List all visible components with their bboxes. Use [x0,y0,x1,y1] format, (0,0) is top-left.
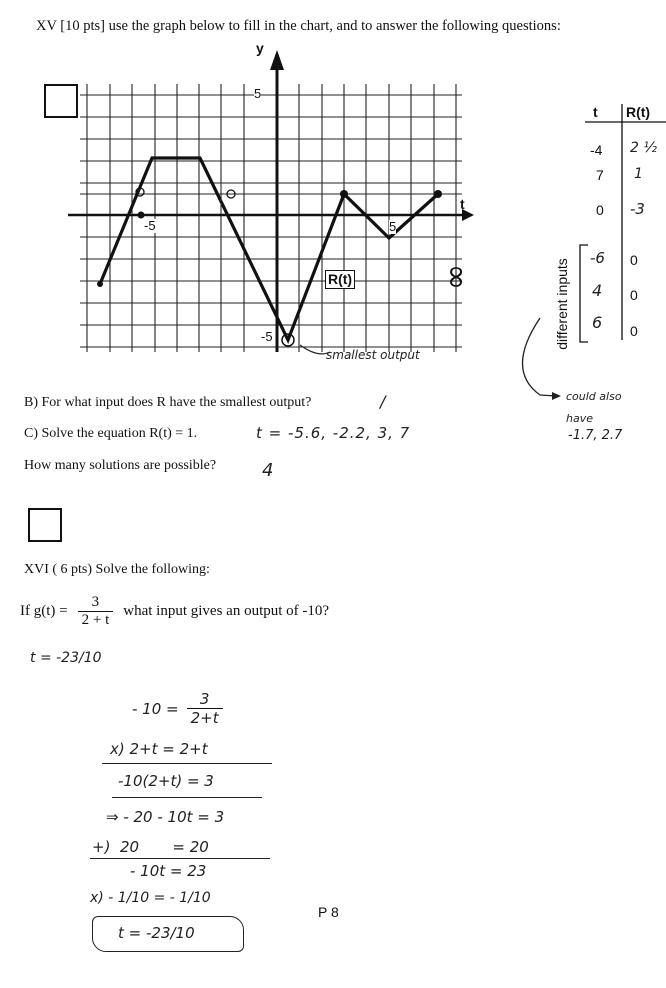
section16-header: XVI ( 6 pts) Solve the following: [24,562,210,577]
table-row-t: 4 [592,281,603,300]
table-row-t: -6 [590,249,605,267]
table-row-r: 1 [634,166,643,182]
question-c: C) Solve the equation R(t) = 1. [24,426,198,441]
table-row-r: 2 ½ [630,140,657,156]
rt-curve [100,158,438,340]
tick-label-left: -5 [144,218,156,233]
infinity-note: ∞ [438,263,477,291]
answer-b: / [380,392,386,411]
smallest-output-note: smallest output [326,348,420,362]
work-line-3: -10(2+t) = 3 [118,772,214,790]
table-note-3: -1.7, 2.7 [568,428,623,443]
problem-statement [20,594,329,629]
y-axis-arrow [270,50,284,70]
table-row-r: -3 [630,200,645,218]
answer-c: t = -5.6, -2.2, 3, 7 [256,424,411,442]
page-number: P 8 [318,904,339,920]
work-line-4: ⇒ - 20 - 10t = 3 [106,808,225,826]
score-box-2 [28,508,62,542]
work-fraction [187,690,223,727]
table-header-r: R(t) [626,104,651,120]
work-underline-1 [102,763,272,764]
note-arrow-head [552,392,561,400]
table-row-r: 0 [630,323,638,339]
tick-label-right: 5 [389,219,397,234]
answer-c2: 4 [262,460,274,481]
t-axis-label: t [460,196,465,212]
work-line-7: x) - 1/10 = - 1/10 [90,890,211,906]
function-label: R(t) [325,270,355,289]
table-header-t: t [593,104,598,120]
note-curve-arrow [523,318,557,396]
curve-start-point [97,281,103,287]
table-note-2: have [566,412,593,425]
tick-label-bottom: -5 [261,329,273,344]
work-numerator: 3 [187,690,223,709]
table-note-1: could also [566,390,622,403]
section15-header: XV [10 pts] use the graph below to fill in the chart, and to answer the following questions: [36,18,561,34]
work-underline-2 [112,797,262,798]
grid [80,84,462,352]
different-inputs-label: different inputs [554,258,570,350]
problem-lhs: If g(t) = [20,603,68,619]
work-line1-lhs: - 10 = [132,699,179,718]
table-row-t: -4 [590,142,603,158]
work-line-5: +) 20 = 20 [92,838,209,856]
work-line-6: - 10t = 23 [130,862,207,880]
work-underline-3 [90,858,270,859]
table-row-r: 0 [630,252,638,268]
problem-numerator: 3 [78,594,114,612]
question-b: B) For what input does R have the smallest output? [24,395,312,410]
final-answer: t = -23/10 [118,924,195,942]
answer-left: t = -23/10 [30,650,102,666]
question-c2: How many solutions are possible? [24,458,217,473]
work-line-2: x) 2+t = 2+t [110,740,208,758]
table-row-t: 6 [592,313,603,332]
tick-label-top: 5 [254,86,262,101]
problem-fraction [78,594,114,629]
y-axis-label: y [256,40,264,56]
problem-rhs: what input gives an output of -10? [123,603,330,619]
table-row-t: 7 [596,167,604,183]
table-row-r: 0 [630,287,638,303]
curve-peak-point [340,190,348,198]
work-line-1 [132,690,223,727]
inputs-bracket [580,245,588,342]
problem-denominator: 2 + t [81,612,110,628]
work-denominator: 2+t [190,709,219,727]
table-row-t: 0 [596,202,604,218]
curve-end-point [434,190,442,198]
